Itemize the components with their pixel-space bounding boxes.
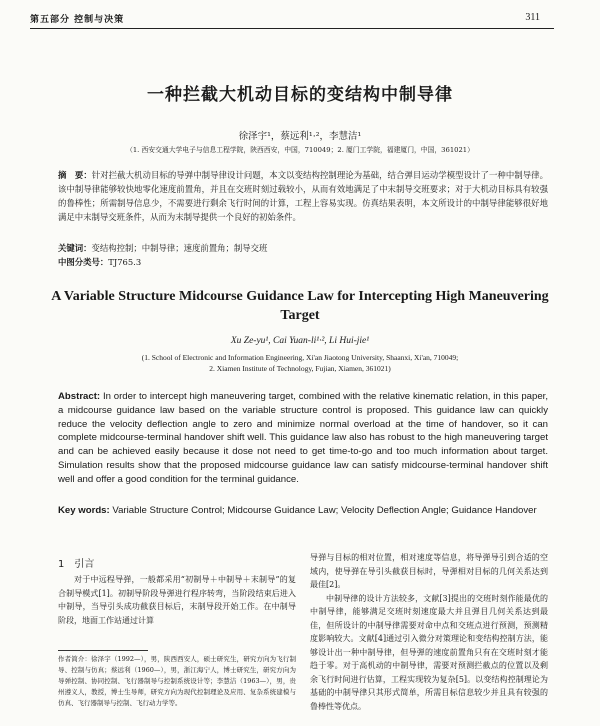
- classification-text: TJ765.3: [108, 257, 142, 267]
- right-paragraph-2: 中制导律的设计方法较多，文献[3]提出的交班时刻作能最优的中制导律，能够满足交班时刻速度最大并且弹目几何关系达到最佳，但所设计的中制导律需要对命中点和交班点进行预测，预测精度影响较大。文献[4]通过引入微分对策理论和变结构控制方法，能够设计出一种中制导律，但导弹的速度前置角只有在交班时刻才能趋于零。对于高机动的中制导律，需要对预测拦截点的位置以及剩余飞行时间进行估算，工程实现较为复杂[5]。以变结构控制理论为基础的中制导律只其形式简单，所需目标信息较少并且具有较强的鲁棒性等优点。: [310, 593, 548, 711]
- author-footnote: 作者简介：徐泽宇（1992—），男，陕西西安人，硕士研究生，研究方向为飞行制导、控制与仿真；蔡远利（1960—），男，浙江海宁人，博士研究生，研究方向为导弹控制、协同控制、飞行器制导与控制系统设计等；李慧洁（1963—），男，贵州遵义人，教授，博士生导师，研究方向为现代控制理论及应用、复杂系统建模与仿真、飞行器制导与控制、飞行动力学等。: [58, 655, 296, 707]
- section-heading: 1 引言: [58, 559, 95, 570]
- chinese-keywords-text: 变结构控制；中制导律；速度前置角；制导交班: [91, 243, 268, 253]
- chinese-title: 一种拦截大机动目标的变结构中制导律: [147, 85, 453, 105]
- chinese-keywords-label: 关键词：: [58, 243, 92, 253]
- page-number: 311: [525, 12, 540, 23]
- chinese-keywords: [58, 242, 548, 254]
- left-column-paragraph: 对于中远程导弹，一般都采用“初制导＋中制导＋末制导”的复合制导模式[1]。初制导阶段导弹进行程序转弯，当阶段结束后进入中制导，当导引头成功截获目标后，末制导段开始工作。在中制导阶段，地面工作站通过计算: [58, 575, 296, 625]
- english-abstract-label: Abstract:: [58, 391, 101, 402]
- right-column: [310, 551, 548, 713]
- english-affiliation-1: (1. School of Electronic and Information Engineering, Xi'an Jiaotong University, Shaanxi, Xi'an, 710049;: [141, 353, 459, 362]
- running-head: 第五部分 控制与决策: [30, 15, 125, 25]
- chinese-authors: 徐泽宇¹，蔡远利¹·²，李慧洁¹: [238, 131, 362, 142]
- classification-label: 中图分类号：: [58, 257, 109, 267]
- english-affiliation-2: 2. Xiamen Institute of Technology, Fujian, Xiamen, 361021): [209, 364, 391, 373]
- english-title: A Variable Structure Midcourse Guidance Law for Intercepting High Maneuvering Target: [51, 289, 549, 323]
- english-keywords-text: Variable Structure Control; Midcourse Guidance Law; Velocity Deflection Angle; Guidance Handover: [112, 505, 537, 516]
- english-keywords: [58, 504, 548, 518]
- chinese-abstract: [58, 168, 548, 224]
- english-affiliation: [0, 352, 600, 374]
- chinese-affiliation: （1. 西安交通大学电子与信息工程学院，陕西西安，中国，710049；2. 厦门工学院，福建厦门，中国，361021）: [126, 146, 474, 154]
- english-abstract: [58, 390, 548, 487]
- header-rule: [30, 28, 554, 29]
- english-authors: Xu Ze-yu¹, Cai Yuan-li¹·², Li Hui-jie¹: [230, 336, 370, 346]
- english-keywords-label: Key words:: [58, 505, 110, 516]
- right-paragraph-1: 导弹与目标的相对位置，相对速度等信息，将导弹导引到合适的空域内，使导弹在导引头截获目标时，导弹相对目标的几何关系达到最佳[2]。: [310, 553, 548, 589]
- english-abstract-text: In order to intercept high maneuvering target, combined with the relative kinematic relation, in this paper, a midcourse guidance law based on the variable structure control is proposed. This guidance law can quickly reduce the velocity deflection angle to zero and minimize normal overload at the time of handover, so it can complete midcourse-terminal handover shift well. This guidance law also has robust to the high maneuvering target and can be achieved easily because it dose not need to get time-to-go and too much information about target. Simulation results show that the proposed midcourse guidance law can satisfy midcourse-terminal handover shift well and offer a good condition for the terminal guidance.: [58, 391, 548, 485]
- chinese-abstract-text: 针对拦截大机动目标的导弹中制导律设计问题，本文以变结构控制理论为基础，结合弹目运动学模型设计了一种中制导律。该中制导律能够较快地零化速度前置角，并且在交班时刻过载较小，从而有效地满足了中末制导交班要求；对于大机动目标具有较强的鲁棒性；所需制导信息少，不需要进行剩余飞行时间的计算，工程上容易实现。仿真结果表明，本文所设计的中制导律能够很好地满足中末制导交班条件，从而为末制导提供一个良好的初始条件。: [58, 170, 549, 222]
- chinese-abstract-label: 摘 要：: [58, 170, 92, 180]
- classification-number: [58, 256, 548, 268]
- footnote-rule: [58, 650, 148, 651]
